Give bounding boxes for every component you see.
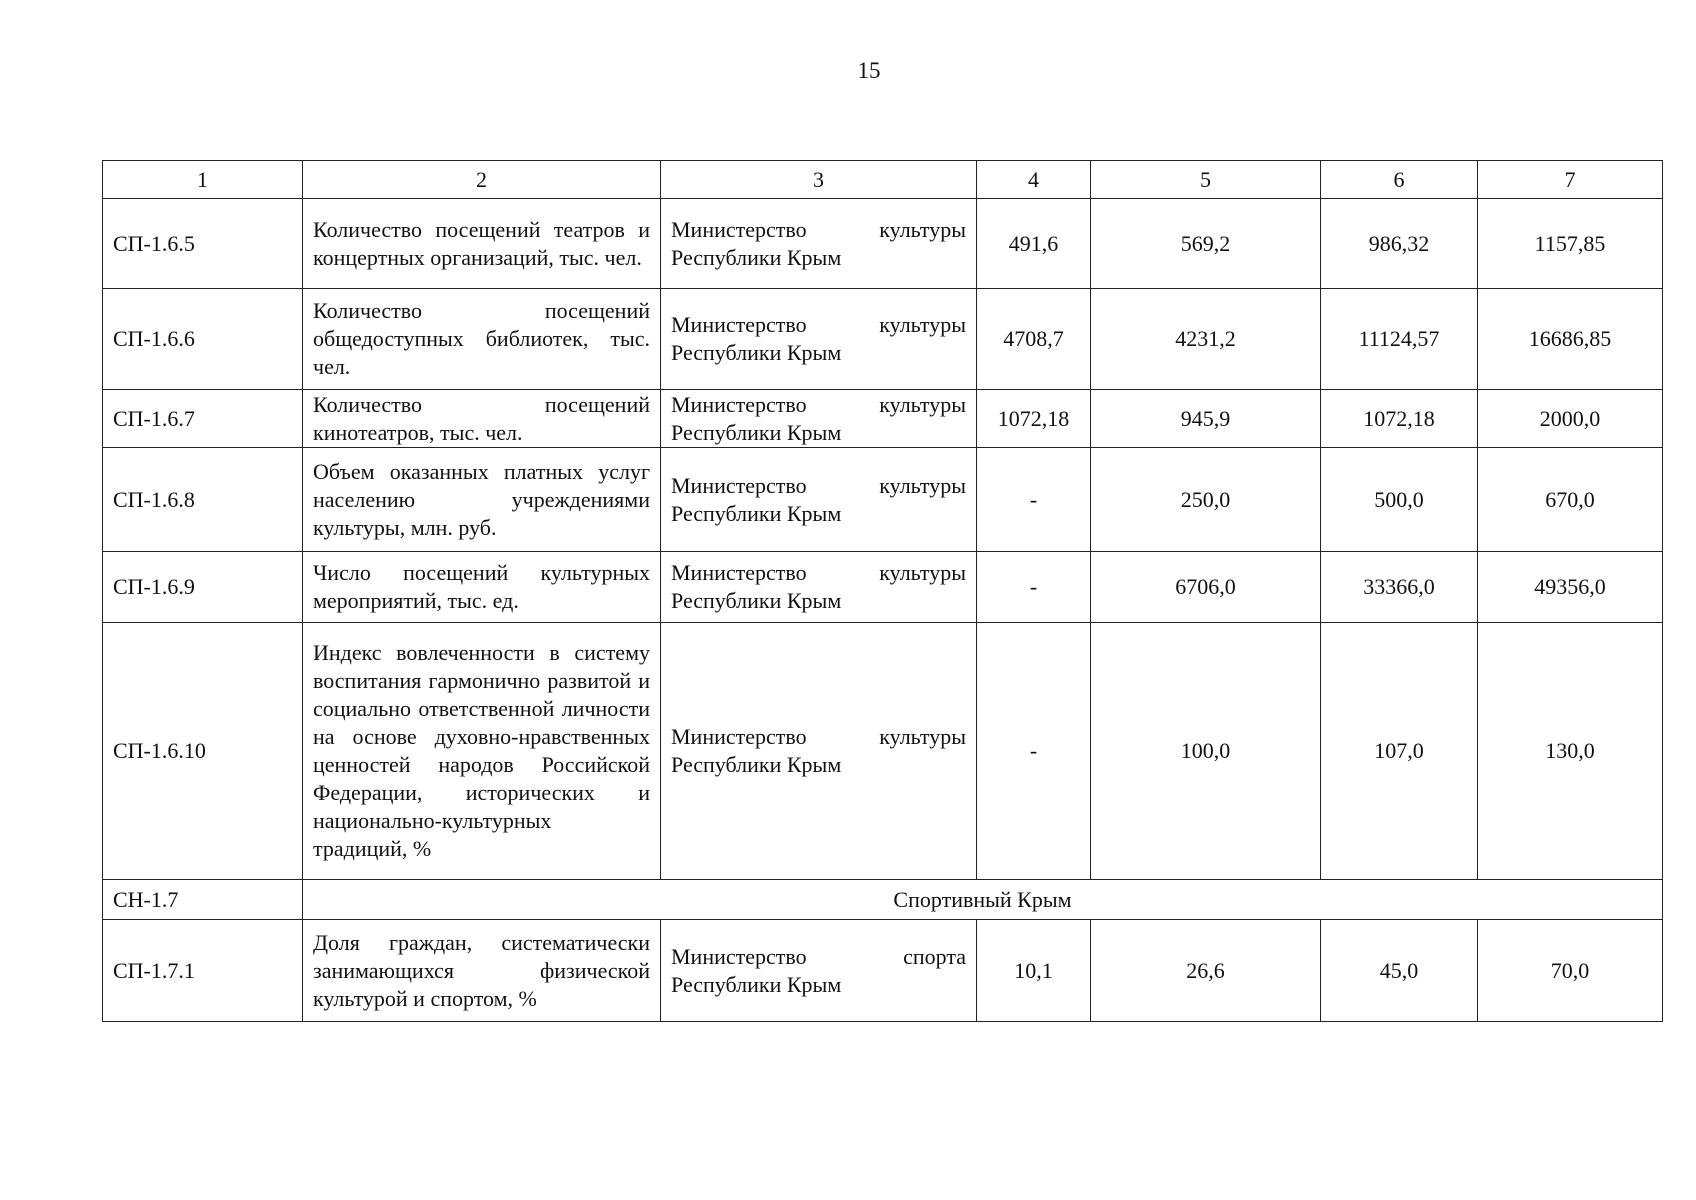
indicator-code: СП-1.6.6 [103, 289, 303, 390]
value-col-7: 16686,85 [1478, 289, 1663, 390]
responsible-body: Министерство культуры Республики Крым [661, 552, 977, 623]
value-col-7: 670,0 [1478, 448, 1663, 552]
value-col-7: 49356,0 [1478, 552, 1663, 623]
indicator-name: Объем оказанных платных услуг населению учреждениями культуры, млн. руб. [303, 448, 661, 552]
indicator-name: Количество посещений кинотеатров, тыс. чел. [303, 390, 661, 448]
value-col-5: 945,9 [1091, 390, 1321, 448]
value-col-4: 491,6 [977, 199, 1091, 289]
header-cell: 4 [977, 161, 1091, 199]
value-col-6: 11124,57 [1321, 289, 1478, 390]
indicators-table [102, 160, 1663, 1022]
table-row [103, 390, 1663, 448]
value-col-4: - [977, 623, 1091, 880]
value-col-5: 6706,0 [1091, 552, 1321, 623]
indicator-name: Количество посещений театров и концертных организаций, тыс. чел. [303, 199, 661, 289]
value-col-4: 10,1 [977, 920, 1091, 1022]
section-title: Спортивный Крым [303, 880, 1663, 920]
value-col-7: 1157,85 [1478, 199, 1663, 289]
value-col-4: 4708,7 [977, 289, 1091, 390]
header-cell: 5 [1091, 161, 1321, 199]
header-cell: 2 [303, 161, 661, 199]
value-col-5: 4231,2 [1091, 289, 1321, 390]
value-col-5: 26,6 [1091, 920, 1321, 1022]
table-row [103, 289, 1663, 390]
indicator-name: Число посещений культурных мероприятий, тыс. ед. [303, 552, 661, 623]
page-number: 15 [857, 58, 881, 83]
value-col-7: 2000,0 [1478, 390, 1663, 448]
header-cell: 3 [661, 161, 977, 199]
value-col-5: 100,0 [1091, 623, 1321, 880]
table-row [103, 448, 1663, 552]
value-col-6: 107,0 [1321, 623, 1478, 880]
value-col-4: - [977, 448, 1091, 552]
value-col-5: 250,0 [1091, 448, 1321, 552]
value-col-7: 70,0 [1478, 920, 1663, 1022]
indicator-name: Индекс вовлеченности в систему воспитания гармонично развитой и социально ответственной личности на основе духовно-нравственных ценностей народов Российской Федерации, исторических и национально-культурных традиций, % [303, 623, 661, 880]
responsible-body: Министерство культуры Республики Крым [661, 448, 977, 552]
section-row [103, 880, 1663, 920]
responsible-body: Министерство культуры Республики Крым [661, 623, 977, 880]
value-col-6: 33366,0 [1321, 552, 1478, 623]
value-col-6: 986,32 [1321, 199, 1478, 289]
table-row [103, 920, 1663, 1022]
value-col-6: 1072,18 [1321, 390, 1478, 448]
value-col-4: 1072,18 [977, 390, 1091, 448]
responsible-body: Министерство культуры Республики Крым [661, 199, 977, 289]
indicator-code: СП-1.6.7 [103, 390, 303, 448]
indicator-code: СП-1.6.9 [103, 552, 303, 623]
table-row [103, 552, 1663, 623]
responsible-body: Министерство культуры Республики Крым [661, 289, 977, 390]
indicator-code: СП-1.6.10 [103, 623, 303, 880]
header-cell: 1 [103, 161, 303, 199]
indicator-name: Количество посещений общедоступных библиотек, тыс. чел. [303, 289, 661, 390]
indicator-code: СП-1.7.1 [103, 920, 303, 1022]
responsible-body: Министерство спорта Республики Крым [661, 920, 977, 1022]
table-header-row [103, 161, 1663, 199]
indicator-code: СП-1.6.5 [103, 199, 303, 289]
value-col-6: 45,0 [1321, 920, 1478, 1022]
value-col-4: - [977, 552, 1091, 623]
section-code: СН-1.7 [103, 880, 303, 920]
header-cell: 6 [1321, 161, 1478, 199]
table-row [103, 199, 1663, 289]
header-cell: 7 [1478, 161, 1663, 199]
indicator-name: Доля граждан, систематически занимающихся физической культурой и спортом, % [303, 920, 661, 1022]
value-col-6: 500,0 [1321, 448, 1478, 552]
indicator-code: СП-1.6.8 [103, 448, 303, 552]
value-col-5: 569,2 [1091, 199, 1321, 289]
responsible-body: Министерство культуры Республики Крым [661, 390, 977, 448]
value-col-7: 130,0 [1478, 623, 1663, 880]
table-row [103, 623, 1663, 880]
